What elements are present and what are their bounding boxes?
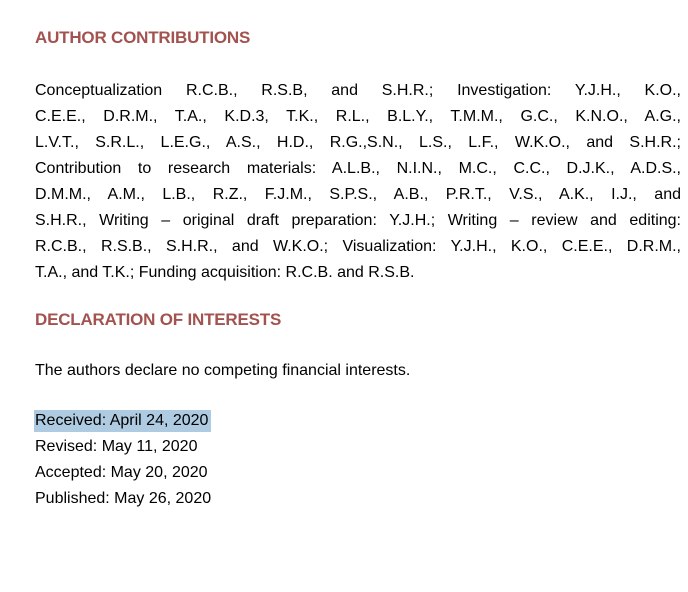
contributions-line: Conceptualization R.C.B., R.S.B, and S.H.R.; Investigation: Y.J.H., K.O., — [35, 82, 681, 99]
publication-dates — [35, 408, 684, 512]
declaration-text: The authors declare no competing financial interests. — [35, 362, 411, 379]
contributions-line: C.E.E., D.R.M., T.A., K.D.3, T.K., R.L., B.L.Y., T.M.M., G.C., K.N.O., A.G., — [35, 108, 681, 125]
declaration-of-interests-heading: DECLARATION OF INTERESTS — [35, 310, 282, 329]
contributions-line: D.M.M., A.M., L.B., R.Z., F.J.M., S.P.S., A.B., P.R.T., V.S., A.K., I.J., and — [35, 186, 681, 203]
contributions-line: S.H.R., Writing – original draft preparation: Y.J.H.; Writing – review and editing: — [35, 212, 681, 229]
revised-date-line: Revised: May 11, 2020 — [35, 438, 198, 455]
contributions-line: T.A., and T.K.; Funding acquisition: R.C.B. and R.S.B. — [35, 264, 415, 281]
contributions-line: L.V.T., S.R.L., L.E.G., A.S., H.D., R.G.,S.N., L.S., L.F., W.K.O., and S.H.R.; — [35, 134, 681, 151]
received-date-line — [35, 408, 684, 434]
published-date-line: Published: May 26, 2020 — [35, 490, 212, 507]
contributions-line: R.C.B., R.S.B., S.H.R., and W.K.O.; Visualization: Y.J.H., K.O., C.E.E., D.R.M., — [35, 238, 681, 255]
author-contributions-paragraph — [35, 78, 681, 286]
contributions-line: Contribution to research materials: A.L.B., N.I.N., M.C., C.C., D.J.K., A.D.S., — [35, 160, 681, 177]
accepted-date-line: Accepted: May 20, 2020 — [35, 464, 208, 481]
text-selection-highlight: Received: April 24, 2020 — [34, 410, 211, 432]
author-contributions-heading: AUTHOR CONTRIBUTIONS — [35, 28, 251, 47]
